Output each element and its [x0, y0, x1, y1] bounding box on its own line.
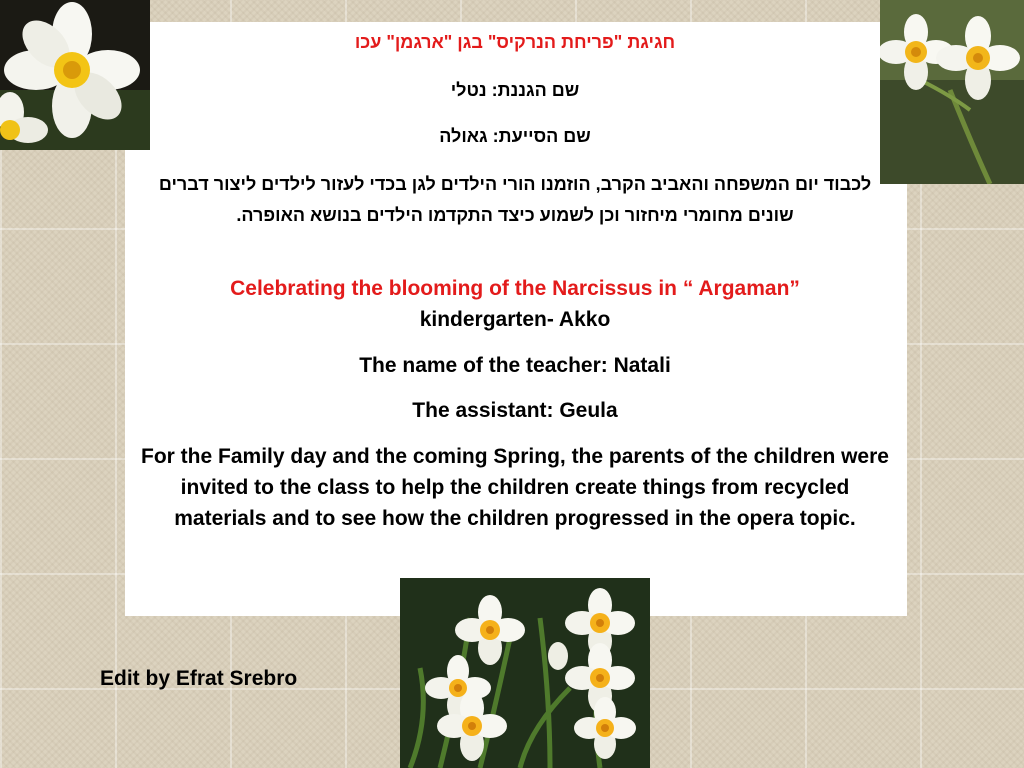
credit-text: Edit by Efrat Srebro: [100, 667, 298, 690]
narcissus-photo-top-left: [0, 0, 150, 150]
hebrew-body: לכבוד יום המשפחה והאביב הקרב, הוזמנו הורי הילדים לגן בכדי לעזור לילדים ליצור דברים שונים מחומרי מיחזור וכן לשמוע כיצד התקדמו הילדים בנושא האופרה.: [158, 174, 872, 225]
narcissus-photo-bottom: [400, 578, 650, 768]
hebrew-assistant-name: שם הסייעת: גאולה: [439, 126, 591, 146]
english-title-black: kindergarten- Akko: [419, 308, 611, 331]
english-teacher-name: The name of the teacher: Natali: [359, 354, 671, 377]
hebrew-title: חגיגת "פריחת הנרקיס" בגן "ארגמן" עכו: [354, 32, 676, 52]
hebrew-teacher-name: שם הגננת: נטלי: [450, 80, 580, 100]
narcissus-photo-top-right: [880, 0, 1024, 184]
english-title-red: Celebrating the blooming of the Narcissus in “ Argaman”: [230, 277, 800, 300]
english-assistant-name: The assistant: Geula: [412, 399, 618, 422]
english-title: [135, 273, 895, 335]
english-body: For the Family day and the coming Spring, the parents of the children were invited to the class to help the children create things from recycled materials and to see how the children progressed in the opera topic.: [141, 445, 889, 530]
